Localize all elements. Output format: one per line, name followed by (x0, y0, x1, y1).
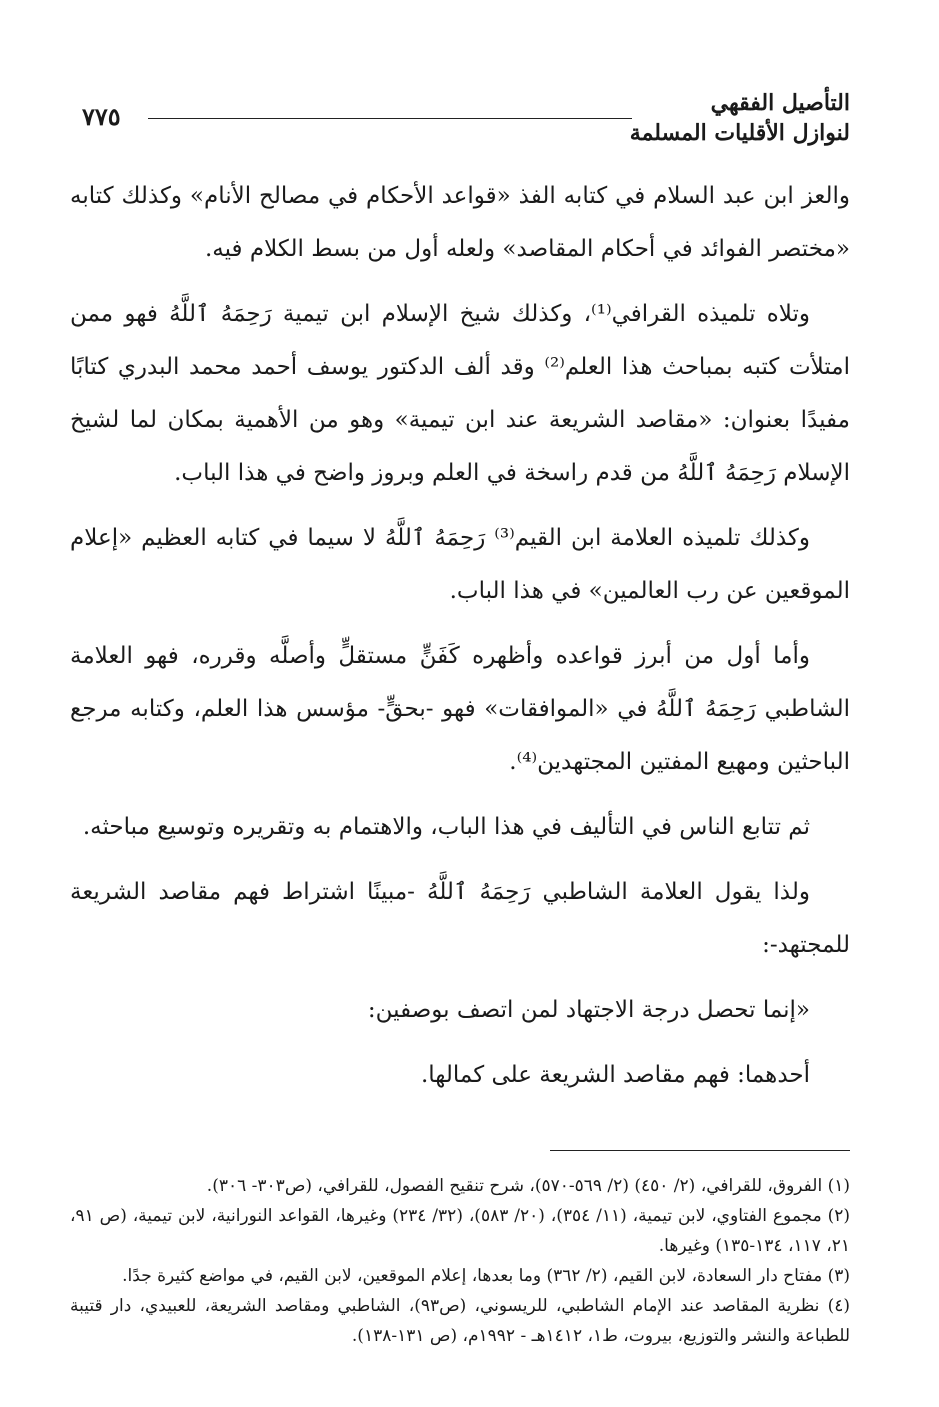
page-number: ٧٧٥ (82, 102, 121, 131)
paragraph: وكذلك تلميذه العلامة ابن القيم⁽³⁾ رَحِمَهُ ٱللَّهُ لا سيما في كتابه العظيم «إعلام الموقعين عن رب العالمين» في هذا الباب. (70, 525, 850, 604)
title-line-1: التأصيل الفقهي (710, 90, 850, 116)
footnote: (٣) مفتاح دار السعادة، لابن القيم، (٢/ ٣٦٢) وما بعدها، إعلام الموقعين، لابن القيم، في مواضع كثيرة جدًا. (122, 1266, 850, 1286)
footnote: (١) الفروق، للقرافي، (٢/ ٤٥٠) (٢/ ٥٦٩-٥٧٠)، شرح تنقيح الفصول، للقرافي، (ص٣٠٣- ٣٠٦). (206, 1176, 850, 1196)
footnote: (٢) مجموع الفتاوي، لابن تيمية، (١١/ ٣٥٤)، (٢٠/ ٥٨٣)، (٣٢/ ٢٣٤) وغيرها، القواعد النورانية، لابن تيمية، (ص ٩١، ٢١، ١١٧، ١٣٤-١٣٥) وغيرها. (70, 1206, 851, 1256)
running-title (630, 88, 850, 148)
main-text (70, 170, 850, 1102)
paragraph: ولذا يقول العلامة الشاطبي رَحِمَهُ ٱللَّهُ -مبينًا اشتراط فهم مقاصد الشريعة للمجتهد-: (70, 879, 850, 958)
paragraph: ثم تتابع الناس في التأليف في هذا الباب، والاهتمام به وتقريره وتوسيع مباحثه. (82, 814, 810, 840)
paragraph: وأما أول من أبرز قواعده وأظهره كَفَنٍّ مستقلٍّ وأصلَّه وقرره، فهو العلامة الشاطبي رَحِمَهُ ٱللَّهُ في «الموافقات» فهو -بحقٍّ- مؤسس هذا العلم، وكتابه مرجع الباحثين ومهيع المفتين المجتهدين⁽⁴⁾. (70, 643, 850, 775)
footnotes (70, 1171, 850, 1351)
quote-line: «إنما تحصل درجة الاجتهاد لمن اتصف بوصفين: (367, 997, 810, 1023)
running-header (70, 88, 850, 158)
footnote: (٤) نظرية المقاصد عند الإمام الشاطبي، للريسوني، (ص٩٣)، الشاطبي ومقاصد الشريعة، للعبيدي، دار قتيبة للطباعة والنشر والتوزيع، بيروت، ط١، ١٤١٢هـ - ١٩٩٢م، (ص ١٣١-١٣٨). (70, 1296, 850, 1346)
title-line-2: لنوازل الأقليات المسلمة (629, 120, 850, 146)
header-rule (148, 118, 632, 119)
book-page (70, 88, 850, 1351)
footnote-rule (550, 1150, 850, 1151)
paragraph: والعز ابن عبد السلام في كتابه الفذ «قواعد الأحكام في مصالح الأنام» وكذلك كتابه «مختصر الفوائد في أحكام المقاصد» ولعله أول من بسط الكلام فيه. (70, 183, 850, 262)
quote-line: أحدهما: فهم مقاصد الشريعة على كمالها. (420, 1062, 810, 1088)
paragraph: وتلاه تلميذه القرافي⁽¹⁾، وكذلك شيخ الإسلام ابن تيمية رَحِمَهُ ٱللَّهُ فهو ممن امتلأت كتبه بمباحث هذا العلم⁽²⁾ وقد ألف الدكتور يوسف أحمد محمد البدري كتابًا مفيدًا بعنوان: «مقاصد الشريعة عند ابن تيمية» وهو من الأهمية بمكان لما لشيخ الإسلام رَحِمَهُ ٱللَّهُ من قدم راسخة في العلم وبروز واضح في هذا الباب. (70, 301, 850, 486)
